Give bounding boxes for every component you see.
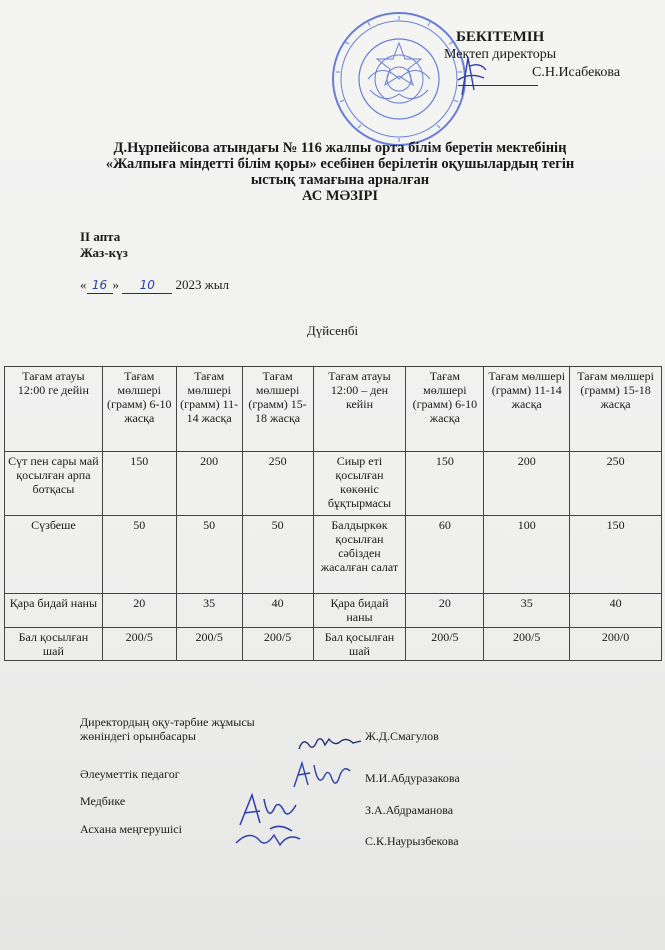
portion-cell: 35 [176, 594, 242, 628]
director-signature [440, 50, 500, 100]
day-of-week: Дүйсенбі [306, 323, 359, 338]
approval-position: Мектеп директоры [444, 47, 557, 62]
date-month: 10 [139, 278, 155, 292]
date-line [80, 277, 229, 294]
staff-name: М.И.Абдуразакова [365, 771, 460, 785]
dish-name: Бал қосылған шай [5, 628, 103, 661]
dish-name: Сүт пен сары май қосылған арпа ботқасы [5, 452, 103, 516]
portion-cell: 200/5 [176, 628, 242, 661]
dish-name: Қара бидай наны [5, 594, 103, 628]
portion-cell: 40 [570, 594, 662, 628]
week-season [80, 229, 128, 261]
portion-cell: 200 [176, 452, 242, 516]
date-open-quote: « [80, 277, 87, 292]
date-day: 16 [91, 278, 108, 292]
staff-name: С.К.Наурызбекова [365, 834, 459, 848]
season-label: Жаз-күз [80, 245, 128, 260]
staff-role: Медбике [80, 794, 126, 808]
title-line-2: «Жалпыға міндетті білім қоры» есебінен берілетін оқушылардың тегін [105, 156, 575, 172]
table-row [5, 452, 662, 516]
staff-role: Әлеуметтік педагог [80, 767, 180, 781]
date-year: 2023 жыл [175, 277, 229, 292]
table-row [5, 628, 662, 661]
header-cell: Тағам мөлшері (грамм) 6-10 жасқа [406, 367, 484, 452]
menu-table [4, 366, 662, 661]
header-cell: Тағам мөлшері (грамм) 11-14 жасқа [484, 367, 570, 452]
dish-name: Бал қосылған шай [313, 628, 406, 661]
portion-cell: 250 [242, 452, 313, 516]
header-cell: Тағам мөлшері (грамм) 15-18 жасқа [242, 367, 313, 452]
portion-cell: 50 [242, 516, 313, 594]
staff-role: Директордың оқу-тәрбие жұмысы жөніндегі орынбасары [80, 715, 255, 743]
dish-name: Қара бидай наны [313, 594, 406, 628]
portion-cell: 150 [102, 452, 176, 516]
portion-cell: 200/5 [484, 628, 570, 661]
portion-cell: 250 [570, 452, 662, 516]
dish-name: Балдыркөк қосылған сәбізден жасалған салат [313, 516, 406, 594]
portion-cell: 200 [484, 452, 570, 516]
portion-cell: 100 [484, 516, 570, 594]
staff-signatures [80, 715, 640, 865]
approval-name: С.Н.Исабекова [532, 65, 621, 80]
date-close-quote: » [112, 277, 119, 292]
table-row [5, 516, 662, 594]
title-line-1: Д.Нұрпейісова атындағы № 116 жалпы орта білім беретін мектебінің [113, 140, 567, 156]
table-header-row [5, 367, 662, 452]
title-line-3: ыстық тамағына арналған [250, 172, 430, 188]
header-cell: Тағам мөлшері (грамм) 11-14 жасқа [176, 367, 242, 452]
portion-cell: 200/5 [102, 628, 176, 661]
approval-title: БЕКІТЕМІН [456, 29, 545, 45]
document-title [60, 140, 620, 204]
portion-cell: 50 [176, 516, 242, 594]
dish-name: Сиыр еті қосылған көкөніс бұқтырмасы [313, 452, 406, 516]
week-label: II апта [80, 229, 121, 244]
staff-name: З.А.Абдраманова [365, 803, 454, 817]
dish-name: Сүзбеше [5, 516, 103, 594]
signature-nurse [230, 785, 330, 855]
portion-cell: 20 [102, 594, 176, 628]
portion-cell: 200/5 [406, 628, 484, 661]
title-line-4: АС МӘЗІРІ [301, 188, 379, 204]
portion-cell: 60 [406, 516, 484, 594]
portion-cell: 150 [570, 516, 662, 594]
portion-cell: 50 [102, 516, 176, 594]
header-cell: Тағам мөлшері (грамм) 6-10 жасқа [102, 367, 176, 452]
header-cell: Тағам атауы 12:00 ге дейін [5, 367, 103, 452]
header-cell: Тағам мөлшері (грамм) 15-18 жасқа [570, 367, 662, 452]
portion-cell: 35 [484, 594, 570, 628]
staff-name: Ж.Д.Смагулов [365, 729, 439, 743]
header-cell: Тағам атауы 12:00 – ден кейін [313, 367, 406, 452]
signature-deputy [295, 731, 365, 755]
portion-cell: 200/0 [570, 628, 662, 661]
portion-cell: 20 [406, 594, 484, 628]
portion-cell: 40 [242, 594, 313, 628]
table-row [5, 594, 662, 628]
staff-role: Асхана меңгерушісі [80, 822, 182, 836]
portion-cell: 200/5 [242, 628, 313, 661]
portion-cell: 150 [406, 452, 484, 516]
